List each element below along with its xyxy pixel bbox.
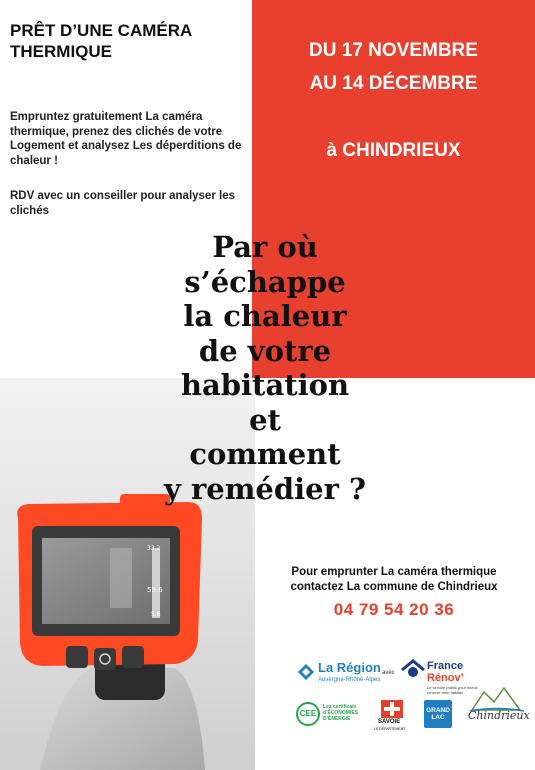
camera-button-left <box>66 646 88 668</box>
region-icon <box>296 662 316 682</box>
avec-label: avec <box>382 670 395 676</box>
headline-line-3: la chaleur <box>183 299 347 333</box>
camera-button-right <box>122 646 144 668</box>
headline-line-5: habitation <box>180 368 350 402</box>
rdv-text: RDV avec un conseiller pour analyser les clichés <box>10 190 235 217</box>
renov-label: Rénov’ <box>427 672 464 684</box>
region-name: La Région <box>318 660 381 675</box>
grand-lac-label: GRAND LAC <box>426 707 450 721</box>
chindrieux-logo <box>464 684 530 730</box>
date-line-2: AU 14 DÉCEMBRE <box>309 73 478 94</box>
contact-block <box>258 565 530 595</box>
date-line-1: DU 17 NOVEMBRE <box>309 40 478 61</box>
contact-line-1: Pour emprunter La caméra thermique <box>291 566 497 578</box>
region-logo <box>296 660 386 692</box>
region-sub: Auvergne-Rhône-Alpes <box>318 677 381 683</box>
intro-text: Empruntez gratuitement La caméra thermique, prenez des clichés de votre Logement et analysez Les déperditions de chaleur ! <box>10 111 242 167</box>
savoie-cross-icon <box>381 700 403 718</box>
renov-sub: Le service public pour mieux rénover mon habitat <box>427 685 478 695</box>
cee-badge: CEE <box>296 702 320 726</box>
savoie-sub: LE DÉPARTEMENT <box>374 727 406 731</box>
contact-line-2: contactez La commune de Chindrieux <box>290 581 498 593</box>
headline-line-8: y remédier ? <box>164 471 366 506</box>
reading-top: 33.2 <box>147 545 161 552</box>
event-dates <box>252 34 535 100</box>
chindrieux-label: Chindrieux <box>468 709 530 722</box>
headline-line-2: s’échappe <box>184 264 346 299</box>
page-title <box>10 20 192 62</box>
cee-logo <box>296 702 368 730</box>
headline-line-4: de votre <box>198 333 332 368</box>
savoie-label: SAVOIE <box>378 719 401 725</box>
phone-number[interactable]: 04 79 54 20 36 <box>333 600 455 619</box>
house-icon <box>400 658 426 680</box>
headline-line-7: comment <box>189 437 341 471</box>
main-headline <box>110 230 420 506</box>
camera-button-power <box>94 648 116 670</box>
headline-line-1: Par où <box>212 230 318 264</box>
cee-text: Les certificats d’ÉCONOMIES D’ÉNERGIE <box>323 704 359 722</box>
france-label: France <box>427 660 464 672</box>
temperature-scale <box>152 548 160 618</box>
title-line-2: THERMIQUE <box>10 42 112 61</box>
reading-bottom: 5.6 <box>151 611 161 618</box>
title-line-1: PRÊT D’UNE CAMÉRA <box>10 21 193 40</box>
event-place: à CHINDRIEUX <box>326 140 461 161</box>
grand-lac-logo <box>424 700 452 728</box>
headline-line-6: et <box>249 402 281 437</box>
savoie-logo <box>374 700 410 734</box>
reading-mid: 59.6 <box>147 586 163 594</box>
